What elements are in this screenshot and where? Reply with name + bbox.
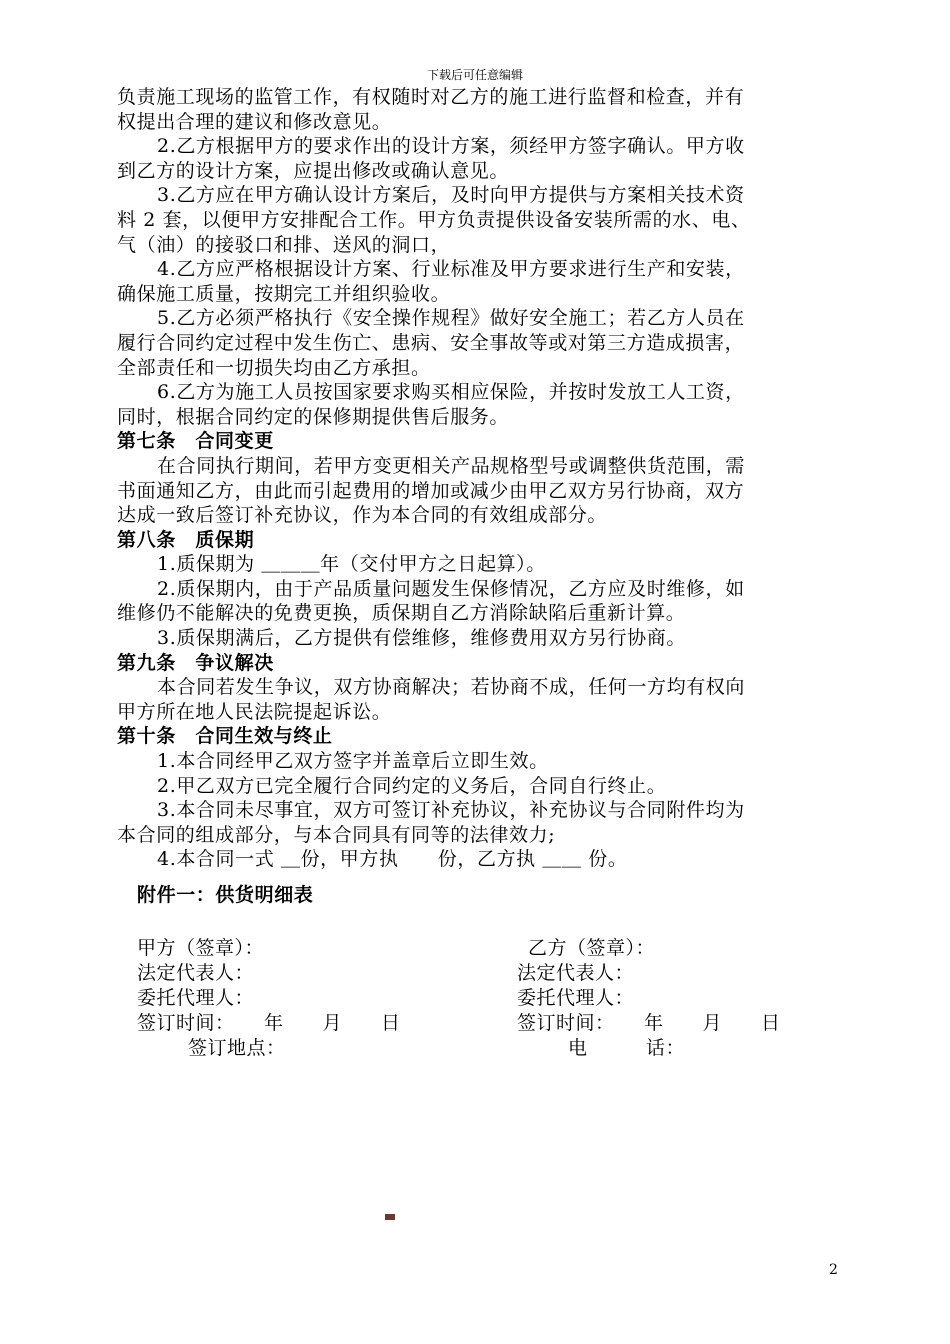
party-a-signature: 甲方（签章）：: [137, 937, 265, 959]
section-heading: 第十条 合同生效与终止: [117, 725, 333, 748]
small-mark: [385, 1214, 395, 1220]
text-line: 全部责任和一切损失均由乙方承担。: [117, 356, 431, 379]
page-number: 2: [829, 1262, 838, 1278]
text-line: 3.乙方应在甲方确认设计方案后，及时向甲方提供与方案相关技术资: [157, 184, 745, 207]
text-line: 3.质保期满后，乙方提供有偿维修，维修费用双方另行协商。: [157, 627, 686, 650]
text-line: 甲方所在地人民法院提起诉讼。: [117, 700, 392, 723]
party-a-sign-date: 签订时间： 年 月 日: [137, 1012, 401, 1034]
section-heading: 第八条 质保期: [117, 528, 255, 551]
text-line: 1.质保期为 ＿＿＿年（交付甲方之日起算）。: [157, 553, 546, 576]
sign-place: 签订地点：: [188, 1037, 286, 1059]
header-note: 下载后可任意编辑: [426, 68, 523, 82]
annex-title: 附件一：供货明细表: [137, 884, 314, 906]
text-line: 2.甲乙双方已完全履行合同约定的义务后，合同自行终止。: [157, 774, 667, 797]
text-line: 权提出合理的建议和修改意见。: [117, 110, 392, 133]
party-b-phone: 电 话：: [568, 1037, 686, 1059]
party-a-agent: 委托代理人：: [137, 987, 255, 1009]
text-line: 6.乙方为施工人员按国家要求购买相应保险，并按时发放工人工资，: [157, 381, 745, 404]
text-line: 4.本合同一式 ＿份，甲方执 份，乙方执 ＿＿ 份。: [157, 848, 628, 871]
party-b-agent: 委托代理人：: [517, 987, 635, 1009]
text-line: 书面通知乙方，由此而引起费用的增加或减少由甲乙双方另行协商，双方: [117, 479, 745, 502]
text-line: 5.乙方必须严格执行《安全操作规程》做好安全施工；若乙方人员在: [157, 307, 745, 330]
text-line: 2.质保期内，由于产品质量问题发生保修情况，乙方应及时维修，如: [157, 577, 745, 600]
section-heading: 第九条 争议解决: [117, 651, 274, 674]
text-line: 料 2 套，以便甲方安排配合工作。甲方负责提供设备安装所需的水、电、: [117, 208, 751, 231]
text-line: 3.本合同未尽事宜，双方可签订补充协议，补充协议与合同附件均为: [157, 799, 745, 822]
text-line: 履行合同约定过程中发生伤亡、患病、安全事故等或对第三方造成损害，: [117, 331, 745, 354]
text-line: 同时，根据合同约定的保修期提供售后服务。: [117, 405, 510, 428]
party-b-sign-date: 签订时间： 年 月 日: [517, 1012, 781, 1034]
text-line: 本合同若发生争议，双方协商解决；若协商不成，任何一方均有权向: [157, 676, 746, 699]
contract-body: [117, 85, 835, 872]
text-line: 2.乙方根据甲方的要求作出的设计方案，须经甲方签字确认。甲方收: [157, 135, 745, 158]
text-line: 确保施工质量，按期完工并组织验收。: [117, 282, 451, 305]
text-line: 4.乙方应严格根据设计方案、行业标准及甲方要求进行生产和安装，: [157, 258, 745, 281]
text-line: 达成一致后签订补充协议，作为本合同的有效组成部分。: [117, 504, 608, 527]
section-heading: 第七条 合同变更: [117, 430, 274, 453]
text-line: 气（油）的接驳口和排、送风的洞口，: [117, 233, 451, 256]
text-line: 维修仍不能解决的免费更换，质保期自乙方消除缺陷后重新计算。: [117, 602, 686, 625]
text-line: 在合同执行期间，若甲方变更相关产品规格型号或调整供货范围，需: [157, 454, 746, 477]
party-b-signature: 乙方（签章）：: [528, 937, 656, 959]
text-line: 负责施工现场的监管工作，有权随时对乙方的施工进行监督和检查，并有: [117, 86, 745, 108]
party-b-legal-rep: 法定代表人：: [517, 962, 635, 984]
text-line: 本合同的组成部分，与本合同具有同等的法律效力;: [117, 823, 556, 846]
text-line: 到乙方的设计方案，应提出修改或确认意见。: [117, 159, 510, 182]
text-line: 1.本合同经甲乙双方签字并盖章后立即生效。: [157, 750, 549, 773]
party-a-legal-rep: 法定代表人：: [137, 962, 255, 984]
